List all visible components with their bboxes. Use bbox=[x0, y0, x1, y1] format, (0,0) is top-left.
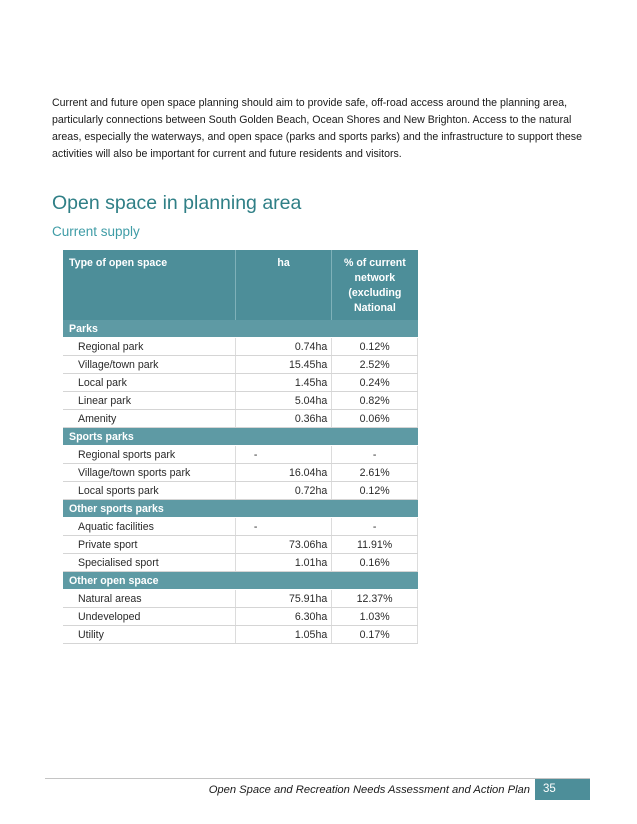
header-percent: % of current network (excluding National bbox=[332, 250, 418, 320]
cell-percent: 11.91% bbox=[332, 536, 418, 554]
cell-type: Local park bbox=[63, 374, 235, 392]
cell-percent: 12.37% bbox=[332, 590, 418, 608]
table-row bbox=[63, 518, 418, 536]
group-label: Parks bbox=[63, 320, 418, 338]
table-group-row bbox=[63, 572, 418, 590]
footer-divider bbox=[45, 778, 590, 779]
cell-type: Private sport bbox=[63, 536, 235, 554]
cell-percent: 0.17% bbox=[332, 626, 418, 644]
cell-type: Regional sports park bbox=[63, 446, 235, 464]
cell-percent: - bbox=[332, 446, 418, 464]
cell-percent: 0.12% bbox=[332, 482, 418, 500]
cell-percent: 0.06% bbox=[332, 410, 418, 428]
table-row bbox=[63, 536, 418, 554]
cell-percent: 2.61% bbox=[332, 464, 418, 482]
cell-type: Amenity bbox=[63, 410, 235, 428]
cell-ha: 5.04ha bbox=[235, 392, 331, 410]
cell-type: Village/town sports park bbox=[63, 464, 235, 482]
table-row bbox=[63, 608, 418, 626]
cell-ha: 73.06ha bbox=[235, 536, 331, 554]
table-group-row bbox=[63, 500, 418, 518]
cell-type: Natural areas bbox=[63, 590, 235, 608]
cell-ha: 15.45ha bbox=[235, 356, 331, 374]
cell-percent: 2.52% bbox=[332, 356, 418, 374]
page-number: 35 bbox=[535, 779, 590, 800]
table-row bbox=[63, 338, 418, 356]
header-type: Type of open space bbox=[63, 250, 235, 320]
cell-percent: - bbox=[332, 518, 418, 536]
cell-type: Undeveloped bbox=[63, 608, 235, 626]
cell-percent: 0.16% bbox=[332, 554, 418, 572]
footer-title: Open Space and Recreation Needs Assessment and Action Plan bbox=[208, 784, 530, 796]
section-title: Open space in planning area bbox=[52, 192, 302, 214]
cell-type: Utility bbox=[63, 626, 235, 644]
open-space-supply-table bbox=[63, 250, 418, 644]
table-group-row bbox=[63, 320, 418, 338]
cell-type: Aquatic facilities bbox=[63, 518, 235, 536]
table-row bbox=[63, 590, 418, 608]
table-body bbox=[63, 320, 418, 644]
table-row bbox=[63, 446, 418, 464]
cell-ha: 0.72ha bbox=[235, 482, 331, 500]
cell-ha: 1.45ha bbox=[235, 374, 331, 392]
table-row bbox=[63, 410, 418, 428]
table-row bbox=[63, 356, 418, 374]
cell-ha: - bbox=[235, 518, 331, 536]
cell-ha: 16.04ha bbox=[235, 464, 331, 482]
cell-type: Linear park bbox=[63, 392, 235, 410]
cell-percent: 0.24% bbox=[332, 374, 418, 392]
cell-ha: 0.36ha bbox=[235, 410, 331, 428]
cell-type: Village/town park bbox=[63, 356, 235, 374]
cell-ha: 1.01ha bbox=[235, 554, 331, 572]
cell-ha: 0.74ha bbox=[235, 338, 331, 356]
table-row bbox=[63, 554, 418, 572]
table-row bbox=[63, 464, 418, 482]
table-row bbox=[63, 626, 418, 644]
intro-paragraph: Current and future open space planning should aim to provide safe, off-road access around the planning area, particularly connections between South Golden Beach, Ocean Shores and New Brighton. Access to the natural areas, especially the waterways, and open space (parks and sports parks) and the infrastructure to support these activities will also be important for current and future residents and visitors. bbox=[52, 97, 582, 160]
subsection-title: Current supply bbox=[52, 224, 140, 239]
table-group-row bbox=[63, 428, 418, 446]
cell-ha: 1.05ha bbox=[235, 626, 331, 644]
cell-percent: 0.82% bbox=[332, 392, 418, 410]
group-label: Sports parks bbox=[63, 428, 418, 446]
table-row bbox=[63, 392, 418, 410]
group-label: Other open space bbox=[63, 572, 418, 590]
cell-ha: 6.30ha bbox=[235, 608, 331, 626]
cell-ha: 75.91ha bbox=[235, 590, 331, 608]
table-row bbox=[63, 482, 418, 500]
table-header-row bbox=[63, 250, 418, 320]
cell-ha: - bbox=[235, 446, 331, 464]
cell-percent: 1.03% bbox=[332, 608, 418, 626]
cell-type: Local sports park bbox=[63, 482, 235, 500]
group-label: Other sports parks bbox=[63, 500, 418, 518]
header-ha: ha bbox=[235, 250, 331, 320]
cell-type: Regional park bbox=[63, 338, 235, 356]
cell-percent: 0.12% bbox=[332, 338, 418, 356]
table-row bbox=[63, 374, 418, 392]
cell-type: Specialised sport bbox=[63, 554, 235, 572]
